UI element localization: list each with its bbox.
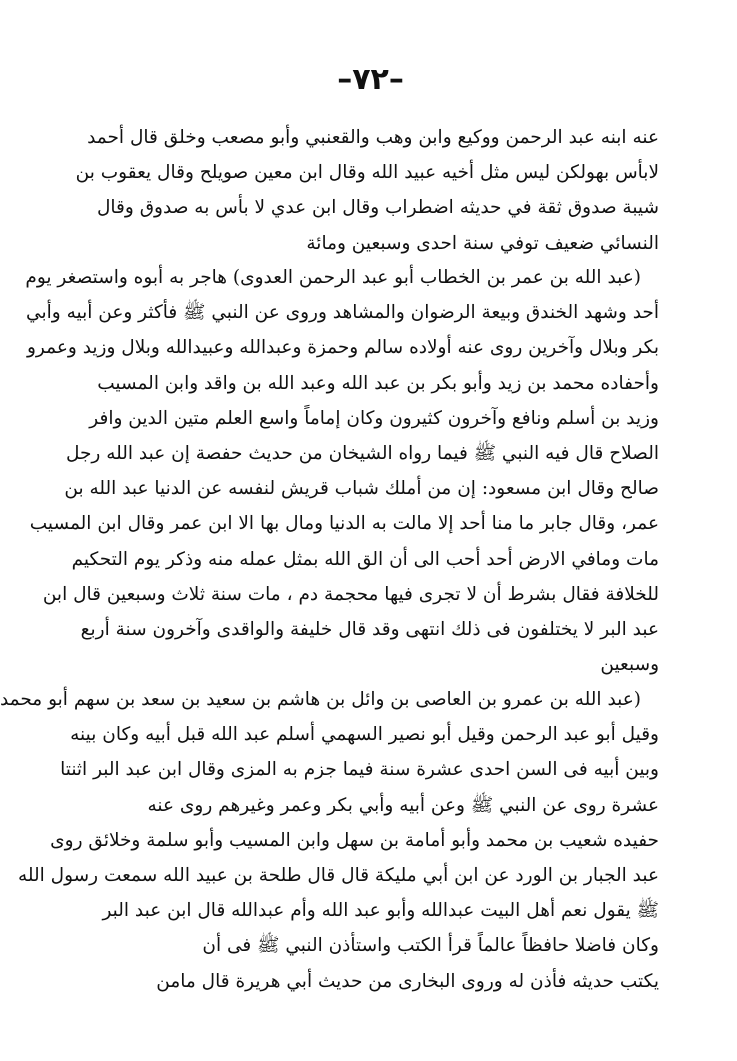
text-line: عبد الجبار بن الورد عن ابن أبي مليكة قال قال طلحة بن عبيد الله سمعت رسول الله	[17, 864, 659, 886]
text-line: عمر، وقال جابر ما منا أحد إلا مالت به الدنيا ومال بها الا ابن عمر وقال ابن المسيب	[29, 513, 659, 535]
text-line: (عبد الله بن عمر بن الخطاب أبو عبد الرحمن العدوى) هاجر به أبوه واستصغر يوم	[25, 267, 641, 288]
text-line: الصلاح قال فيه النبي ﷺ فيما رواه الشيخان من حديث حفصة إن عبد الله رجل	[65, 442, 659, 464]
text-line: وكان فاضلا حافظاً عالماً قرأ الكتب واستأذن النبي ﷺ فى أن	[202, 935, 659, 957]
paragraph-3	[0, 682, 659, 999]
text-line: وزيد بن أسلم ونافع وآخرون كثيرون وكان إماماً واسع العلم متين الدين وافر	[89, 407, 659, 429]
page-number: –٧٢–	[337, 62, 404, 97]
text-line: وسبعين	[600, 654, 659, 676]
text-line: النسائي ضعيف توفي سنة احدى وسبعين ومائة	[306, 232, 659, 254]
text-line: (عبد الله بن عمرو بن العاصى بن وائل بن هاشم بن سعيد بن سعد بن سهم أبو محمد	[0, 689, 641, 710]
text-line: وقيل أبو عبد الرحمن وقيل أبو نصير السهمي أسلم عبد الله قبل أبيه وكان بينه	[70, 724, 659, 746]
text-line: عنه ابنه عبد الرحمن ووكيع وابن وهب والقعنبي وأبو مصعب وخلق قال أحمد	[87, 127, 659, 148]
text-line: شيبة صدوق ثقة في حديثه اضطراب وقال ابن عدي لا بأس به صدوق وقال	[96, 197, 659, 219]
text-line: عبد البر لا يختلفون فى ذلك انتهى وقد قال خليفة والواقدى وآخرون سنة أربع	[80, 618, 659, 640]
text-line: مات ومافي الارض أحد أحب الى أن الق الله بمثل عمله منه وذكر يوم التحكيم	[71, 548, 659, 570]
text-line: حفيده شعيب بن محمد وأبو أمامة بن سهل وابن المسيب وأبو سلمة وخلائق روى	[50, 829, 659, 851]
text-line: أحد وشهد الخندق وبيعة الرضوان والمشاهد وروى عن النبي ﷺ فأكثر وعن أبيه وأبي	[26, 302, 659, 324]
text-line: بكر وبلال وآخرين روى عنه أولاده سالم وحمزة وعبدالله وعبيدالله وبلال وزيد وعمرو	[27, 337, 659, 359]
text-line: يكتب حديثه فأذن له وروى البخارى من حديث أبي هريرة قال مامن	[156, 970, 659, 992]
text-line: صالح وقال ابن مسعود: إن من أملك شباب قريش لنفسه عن الدنيا عبد الله بن	[64, 478, 659, 500]
text-line: لابأس بهولكن ليس مثل أخيه عبيد الله وقال ابن معين صويلح وقال يعقوب بن	[75, 162, 659, 184]
paragraph-1	[73, 120, 659, 261]
paragraph-2	[25, 260, 659, 682]
text-line: للخلافة فقال بشرط أن لا تجرى فيها محجمة دم ، مات سنة ثلاث وسبعين قال ابن	[42, 583, 659, 605]
text-line: ﷺ يقول نعم أهل البيت عبدالله وأبو عبد الله وأم عبدالله قال ابن عبد البر	[102, 900, 659, 922]
text-line: وأحفاده محمد بن زيد وأبو بكر بن عبد الله وعبد الله بن واقد وابن المسيب	[97, 372, 659, 394]
text-line: وبين أبيه فى السن احدى عشرة سنة فيما جزم به المزى وقال ابن عبد البر اثنتا	[60, 759, 659, 781]
text-line: عشرة روى عن النبي ﷺ وعن أبيه وأبي بكر وعمر وغيرهم روى عنه	[147, 794, 659, 816]
